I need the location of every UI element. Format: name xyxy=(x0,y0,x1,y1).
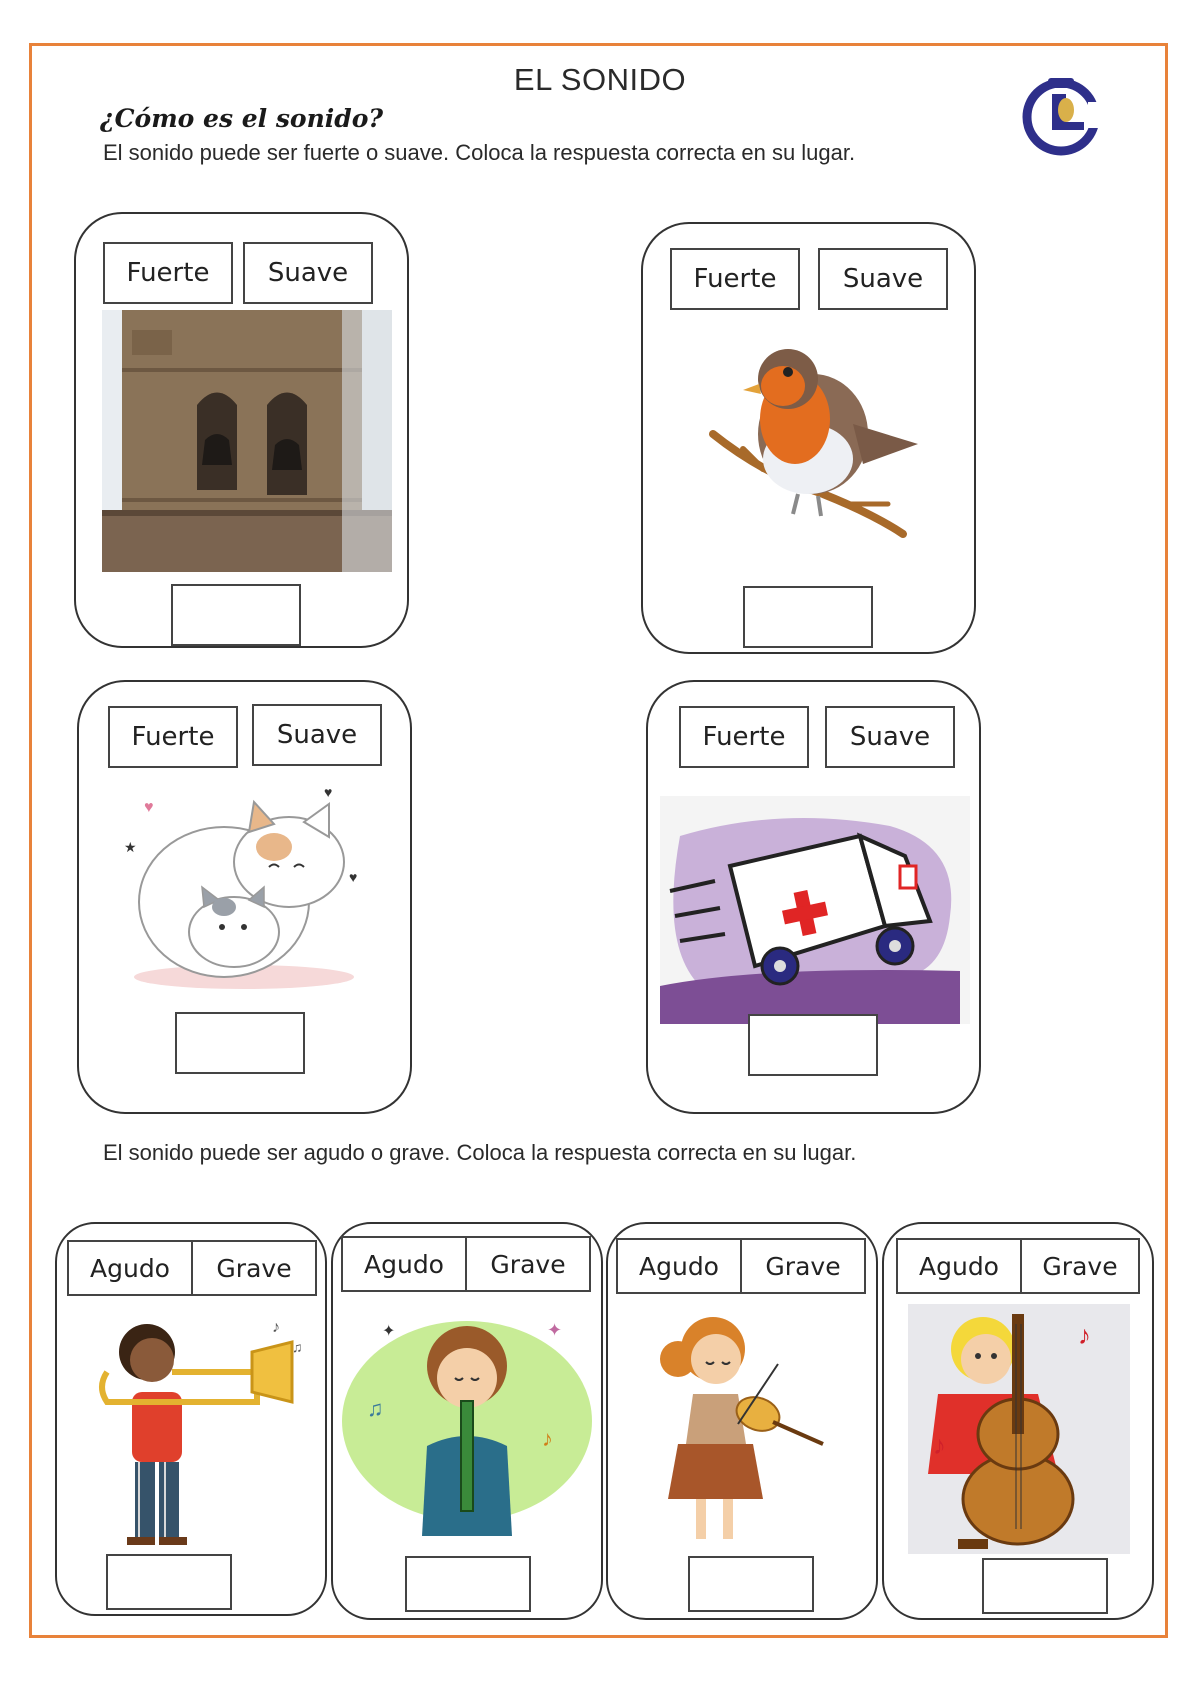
option-fuerte[interactable]: Fuerte xyxy=(670,248,800,310)
option-suave[interactable]: Suave xyxy=(825,706,955,768)
girl-violin-icon xyxy=(638,1304,848,1549)
page-subtitle: ¿Cómo es el sonido? xyxy=(100,104,384,133)
option-agudo[interactable]: Agudo xyxy=(341,1236,467,1292)
option-suave[interactable]: Suave xyxy=(252,704,382,766)
answer-box[interactable] xyxy=(748,1014,878,1076)
page-title: EL SONIDO xyxy=(513,62,687,97)
option-fuerte[interactable]: Fuerte xyxy=(679,706,809,768)
option-agudo[interactable]: Agudo xyxy=(67,1240,193,1296)
school-logo-icon xyxy=(1018,72,1104,158)
card-ambulance xyxy=(646,680,981,1114)
option-grave[interactable]: Grave xyxy=(740,1238,866,1294)
card-robin xyxy=(641,222,976,654)
answer-box[interactable] xyxy=(982,1558,1108,1614)
svg-text:★: ★ xyxy=(124,839,137,855)
svg-text:♥: ♥ xyxy=(324,784,333,800)
svg-text:✦: ✦ xyxy=(547,1320,563,1340)
svg-text:♫: ♫ xyxy=(367,1396,384,1421)
answer-box[interactable] xyxy=(175,1012,305,1074)
card-cats xyxy=(77,680,412,1114)
answer-box[interactable] xyxy=(743,586,873,648)
answer-box[interactable] xyxy=(688,1556,814,1612)
bell-tower-icon xyxy=(102,310,392,572)
option-suave[interactable]: Suave xyxy=(818,248,948,310)
svg-text:♪: ♪ xyxy=(272,1319,280,1336)
svg-text:♫: ♫ xyxy=(292,1339,303,1355)
svg-text:♥: ♥ xyxy=(349,869,358,885)
card-trombone xyxy=(55,1222,327,1616)
option-grave[interactable]: Grave xyxy=(465,1236,591,1292)
option-fuerte[interactable]: Fuerte xyxy=(103,242,233,304)
card-flute xyxy=(331,1222,603,1620)
ambulance-icon xyxy=(660,796,970,1024)
svg-text:♪: ♪ xyxy=(1078,1320,1091,1350)
option-suave[interactable]: Suave xyxy=(243,242,373,304)
instruction-intensity: El sonido puede ser fuerte o suave. Coloca la respuesta correcta en su lugar. xyxy=(103,140,856,165)
answer-box[interactable] xyxy=(171,584,301,646)
option-grave[interactable]: Grave xyxy=(191,1240,317,1296)
option-agudo[interactable]: Agudo xyxy=(616,1238,742,1294)
option-fuerte[interactable]: Fuerte xyxy=(108,706,238,768)
answer-box[interactable] xyxy=(405,1556,531,1612)
svg-text:✦: ✦ xyxy=(382,1323,396,1340)
card-bell-tower xyxy=(74,212,409,648)
card-double-bass xyxy=(882,1222,1154,1620)
boy-flute-icon xyxy=(337,1296,597,1546)
robin-icon xyxy=(703,324,933,564)
cats-icon xyxy=(124,782,364,992)
card-violin xyxy=(606,1222,878,1620)
option-grave[interactable]: Grave xyxy=(1020,1238,1140,1294)
boy-trombone-icon xyxy=(87,1312,307,1552)
svg-text:♪: ♪ xyxy=(542,1426,553,1451)
instruction-pitch: El sonido puede ser agudo o grave. Coloca la respuesta correcta en su lugar. xyxy=(103,1140,857,1165)
option-agudo[interactable]: Agudo xyxy=(896,1238,1022,1294)
boy-double-bass-icon xyxy=(908,1304,1130,1554)
svg-text:♪: ♪ xyxy=(933,1430,946,1460)
answer-box[interactable] xyxy=(106,1554,232,1610)
svg-text:♥: ♥ xyxy=(144,799,154,816)
